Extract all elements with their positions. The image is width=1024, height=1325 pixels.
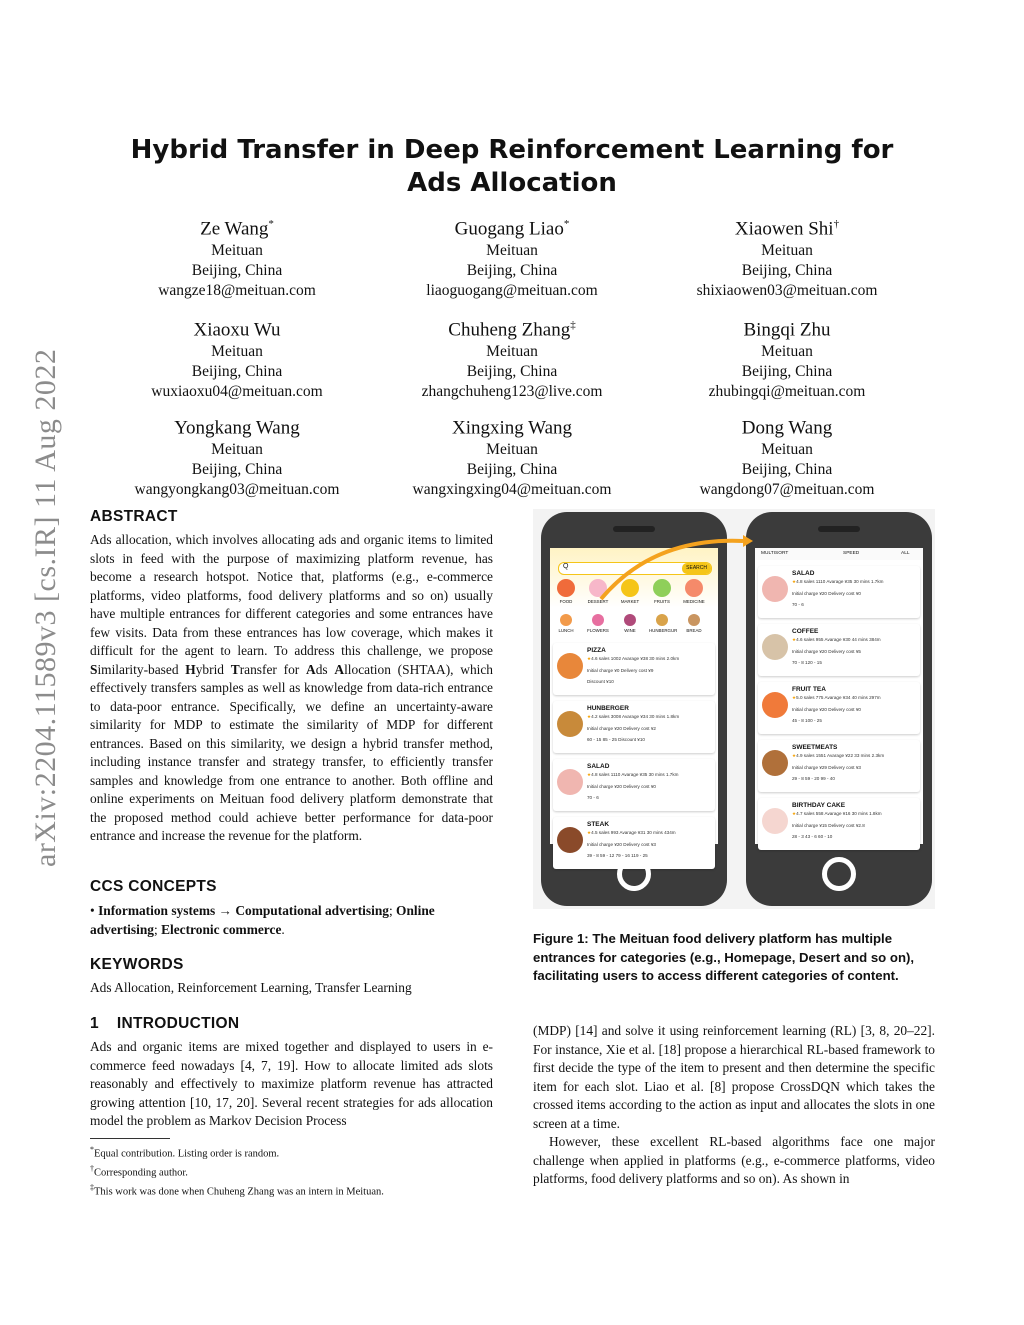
star-icon: ★ [792,695,797,700]
star-icon: ★ [792,753,797,758]
author-email[interactable]: shixiaowen03@meituan.com [696,282,878,300]
footnote: †Corresponding author. [90,1164,188,1179]
category-label: FRUITS [654,599,670,604]
category-label: FLOWERS [587,628,609,633]
category-bread[interactable] [681,614,707,633]
ccs-text: • Information systems → Computational advertising; Online advertising; Electronic commerce. [90,903,435,937]
shop-thumbnail [762,692,788,718]
intro-left-text: Ads and organic items are mixed together and displayed to users in e-commerce feed nowadays [4, 7, 19]. How to allocate limited ads slots reasonably and effectively to maximize platform revenue has attracted growing attention [10, 17, 20]. Several recent strategies for ads allocation model the problem as Markov Decision Process [90,1039,493,1128]
author-card [87,212,387,301]
shop-thumbnail [762,808,788,834]
star-icon: ★ [587,772,592,777]
sort-bar [755,548,923,560]
shop-name: COFFEE [792,628,819,635]
shop-delivery: Initial charge ¥20 Delivery cost ¥3 [587,842,656,847]
figure-caption: Figure 1: The Meituan food delivery platform has multiple entrances for categories (e.g., Homepage, Desert and so on), facilitating users to access different categories of content. [533,931,915,983]
shop-thumbnail [762,750,788,776]
shop-stats: ★5.0 sales 775 Avarage ¥34 40 mins 297m [792,695,881,700]
intro-right-text: (MDP) [14] and solve it using reinforcement learning (RL) [3, 8, 20–22]. For instance, Xie et al. [18] propose a hierarchical RL-based framework to first decide the type of the item to present and then determine the specific item for each slot. Liao et al. [8] propose CrossDQN which takes the crossed items according to the action as input and allocates the slots in one screen at a time. However, these excellent RL-based algorithms face one major challenge when applied in platforms (e.g., e-commerce platforms, video platforms, food delivery platforms and so on). As shown in [533,1023,935,1186]
category-label: HUNBERGUR [649,628,678,633]
shop-card[interactable] [553,643,715,695]
shop-stats: ★4.8 sales 1110 Avarage ¥35 30 mins 1.7km [587,772,679,777]
author-card [362,212,662,301]
footnotes [90,1143,493,1200]
star-icon: ★ [587,656,592,661]
author-email[interactable]: zhubingqi@meituan.com [708,383,866,401]
author-name: Xiaoxu Wu [193,319,281,341]
author-location: Beijing, China [466,262,558,280]
author-location: Beijing, China [191,262,283,280]
author-card [87,411,387,500]
shop-discounts: 45 - 8 100 - 25 [792,718,822,723]
author-affiliation: Meituan [761,242,813,260]
author-name: Xiaowen Shi† [734,218,840,240]
shop-stats: ★4.8 sales 1110 Avarage ¥35 30 mins 1.7km [792,579,884,584]
shop-delivery: Initial charge ¥20 Delivery cost ¥2 [587,726,656,731]
category-label: MARKET [620,599,640,604]
author-name: Bingqi Zhu [743,319,831,341]
shop-card[interactable] [758,740,920,792]
arxiv-stamp: arXiv:2204.11589v3 [cs.IR] 11 Aug 2022 [29,348,62,867]
star-icon: ★ [792,579,797,584]
shop-thumbnail [557,827,583,853]
category-icon [656,614,668,626]
shop-discounts: 39 - 8 59 - 12 79 - 16 119 - 25 [587,853,648,858]
shop-card[interactable] [758,624,920,676]
shop-stats: ★4.7 sales 558 Avarage ¥16 30 mins 1.8km [792,811,882,816]
abstract-text: Ads allocation, which involves allocating ads and organic items to limited slots in feed with the purpose of maximizing platform revenue, has become a research hotspot. Notice that, platforms (e.g., e-commerce platforms, video platforms, food delivery platforms and so on) usually have multiple entrances for different categories and some entrances have few visits. Data from these entrances has low coverage, which makes it difficult for the agent to learn. To address this challenge, we propose Similarity-based Hybrid Transfer for Ads Allocation (SHTAA), which effectively transfers samples as well as knowledge from data-rich entrance to data-poor entrance. Specifically, we define an uncertainty-aware similarity for MDP to estimate the similarity of MDP for different entrances. Based on this similarity, we design a hybrid transfer method, including instance transfer and strategy transfer, to efficiently transfer samples and knowledge from one entrance to another. Both offline and online experiments on Meituan food delivery platform demonstrate that the proposed method could achieve better performance for data-poor entrance and increase the revenue for the platform. [90,532,494,843]
abstract-heading: ABSTRACT [90,508,178,525]
shop-discounts: 70 - 8 120 - 15 [792,660,822,665]
footnote-rule [90,1138,170,1139]
shop-stats: ★4.6 sales 1002 Avarage ¥38 30 mins 2.0km [587,656,680,661]
sort-tab-speed[interactable]: SPEED [843,551,860,556]
author-affiliation: Meituan [761,441,813,459]
shop-delivery: Initial charge ¥20 Delivery cost ¥0 [587,784,656,789]
category-icon [624,614,636,626]
author-affiliation: Meituan [486,343,538,361]
shop-thumbnail [557,711,583,737]
shop-thumbnail [557,769,583,795]
shop-delivery: Initial charge ¥20 Delivery cost ¥0 [792,591,861,596]
author-name: Guogang Liao* [454,218,570,240]
shop-thumbnail [762,634,788,660]
shop-discounts: 28 - 3 43 - 6 60 - 10 [792,834,833,839]
footnote: *Equal contribution. Listing order is random. [90,1145,280,1160]
shop-delivery: Initial charge ¥20 Delivery cost ¥5 [792,649,861,654]
author-email[interactable]: wangxingxing04@meituan.com [412,481,612,499]
shop-stats: ★4.6 sales 955 Avarage ¥30 44 mins 384m [792,637,881,642]
category-label: DESSERT [587,599,609,604]
category-icon [560,614,572,626]
category-label: FOOD [559,599,573,604]
shop-name: FRUIT TEA [792,686,826,693]
shop-discounts: 70 - 6 [792,602,804,607]
shop-stats: ★4.2 sales 3008 Avarage ¥34 30 mins 1.8km [587,714,680,719]
ccs-heading: CCS CONCEPTS [90,878,217,895]
star-icon: ★ [587,830,592,835]
shop-card[interactable] [758,566,920,618]
intro-heading: 1 INTRODUCTION [90,1015,240,1032]
author-email[interactable]: zhangchuheng123@live.com [421,383,603,401]
author-affiliation: Meituan [211,441,263,459]
phone-screen-dessert [755,548,923,844]
phone-speaker [818,526,860,532]
phone-dessert [746,512,932,906]
author-location: Beijing, China [191,363,283,381]
category-hunbergur[interactable] [649,614,678,633]
author-card [637,411,937,500]
category-lunch[interactable] [553,614,579,633]
category-label: LUNCH [558,628,574,633]
shop-delivery: Initial charge ¥0 Delivery cost ¥9 [587,668,654,673]
author-location: Beijing, China [466,363,558,381]
star-icon: ★ [792,811,797,816]
arrow-path [601,541,743,599]
shop-thumbnail [557,653,583,679]
author-location: Beijing, China [741,262,833,280]
shop-discounts: 29 - 8 59 - 20 99 - 40 [792,776,835,781]
sort-tab-multisort[interactable]: MULTISORT [761,551,789,556]
shop-name: SALAD [792,570,815,577]
star-icon: ★ [587,714,592,719]
author-email[interactable]: wuxiaoxu04@meituan.com [151,383,323,401]
author-name: Chuheng Zhang‡ [448,319,576,341]
author-email[interactable]: wangze18@meituan.com [158,282,316,300]
shop-name: HUNBERGER [587,705,629,712]
shop-name: SALAD [587,763,610,770]
search-icon: Q [563,563,569,570]
author-name: Dong Wang [741,417,833,439]
category-food[interactable] [553,579,579,604]
keywords-text: Ads Allocation, Reinforcement Learning, Transfer Learning [90,980,412,995]
author-location: Beijing, China [741,363,833,381]
shop-card[interactable] [553,759,715,811]
arrow-head [743,535,753,547]
shop-discounts: 60 - 15 85 - 25 Discount ¥10 [587,737,645,742]
author-email[interactable]: wangdong07@meituan.com [699,481,875,499]
shop-delivery: Initial charge ¥29 Delivery cost ¥3 [792,765,861,770]
figure-1 [533,509,935,909]
author-card [362,411,662,500]
shop-name: PIZZA [587,647,606,654]
author-card [87,313,387,402]
author-name: Xingxing Wang [451,417,573,439]
keywords-heading: KEYWORDS [90,956,184,973]
star-icon: ★ [792,637,797,642]
category-wine[interactable] [617,614,643,633]
home-button[interactable] [617,857,651,891]
transfer-arrow [593,527,753,607]
home-button[interactable] [822,857,856,891]
shop-name: BIRTHDAY CAKE [792,802,846,809]
author-location: Beijing, China [741,461,833,479]
category-flowers[interactable] [585,614,611,633]
paper-title: Hybrid Transfer in Deep Reinforcement Learning for Ads Allocation [130,135,894,198]
shop-stats: ★4.5 sales 993 Avarage ¥31 30 mins 434m [587,830,676,835]
shop-name: STEAK [587,821,610,828]
shop-discounts: Discount ¥10 [587,679,614,684]
category-icon [688,614,700,626]
author-card [637,212,937,301]
search-button[interactable]: SEARCH [682,563,711,574]
shop-thumbnail [762,576,788,602]
author-card [637,313,937,402]
author-affiliation: Meituan [486,242,538,260]
sort-tab-all[interactable]: ALL [901,551,910,556]
author-affiliation: Meituan [211,242,263,260]
author-location: Beijing, China [191,461,283,479]
category-icon [592,614,604,626]
author-card [362,313,662,402]
author-location: Beijing, China [466,461,558,479]
category-icon [557,579,575,597]
shop-delivery: Initial charge ¥15 Delivery cost ¥2.8 [792,823,865,828]
shop-delivery: Initial charge ¥20 Delivery cost ¥0 [792,707,861,712]
author-affiliation: Meituan [211,343,263,361]
category-label: WINE [624,628,636,633]
footnote: ‡This work was done when Chuheng Zhang was an intern in Meituan. [90,1183,384,1198]
shop-card[interactable] [758,798,920,850]
author-name: Yongkang Wang [174,417,300,439]
category-label: MEDICINE [683,599,705,604]
shop-card[interactable] [553,701,715,753]
shop-discounts: 70 - 6 [587,795,599,800]
shop-card[interactable] [758,682,920,734]
shop-stats: ★4.9 sales 1551 Avarage ¥22 33 mins 2.3km [792,753,885,758]
author-affiliation: Meituan [761,343,813,361]
author-email[interactable]: liaoguogang@meituan.com [426,282,598,300]
author-email[interactable]: wangyongkang03@meituan.com [134,481,340,499]
author-affiliation: Meituan [486,441,538,459]
author-name: Ze Wang* [200,218,274,240]
shop-name: SWEETMEATS [792,744,838,751]
category-label: BREAD [686,628,702,633]
